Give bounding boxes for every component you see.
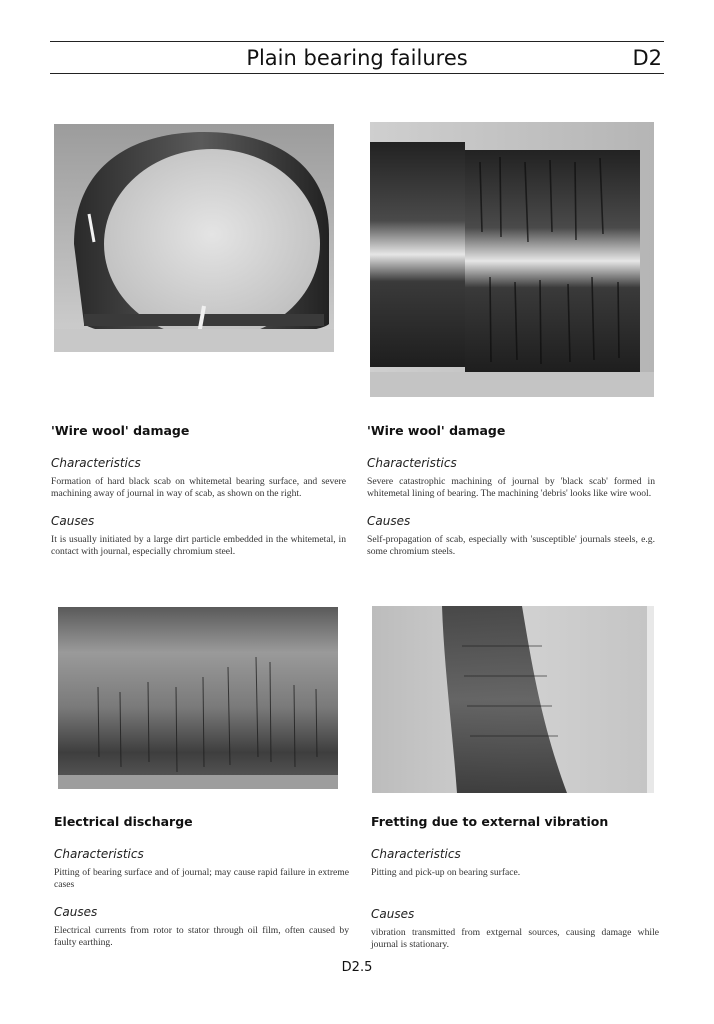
section-heading: 'Wire wool' damage — [51, 423, 190, 438]
photo-journal-wire-wool — [370, 122, 654, 397]
causes-label: Causes — [367, 514, 411, 528]
causes-label: Causes — [54, 905, 98, 919]
section-wire-wool-right — [367, 423, 655, 558]
causes-label: Causes — [51, 514, 95, 528]
section-wire-wool-left — [51, 423, 346, 558]
characteristics-text: Pitting and pick-up on bearing surface. — [371, 867, 521, 878]
characteristics-label: Characteristics — [367, 456, 457, 470]
section-heading: Fretting due to external vibration — [371, 814, 609, 829]
characteristics-label: Characteristics — [51, 456, 141, 470]
photo-fretting — [372, 606, 654, 793]
causes-text: vibration transmitted from extgernal sources, causing damage while journal is stationary. — [371, 927, 659, 950]
characteristics-label: Characteristics — [371, 847, 461, 861]
section-electrical-discharge — [54, 814, 349, 949]
characteristics-text: Severe catastrophic machining of journal by 'black scab' formed in whitemetal lining of bearing. The machining 'debris' looks like wire wool. — [367, 476, 655, 499]
section-fretting — [371, 814, 659, 951]
characteristics-label: Characteristics — [54, 847, 144, 861]
photo-bearing-shell — [54, 124, 334, 352]
section-heading: 'Wire wool' damage — [367, 423, 506, 438]
causes-text: It is usually initiated by a large dirt particle embedded in the whitemetal, in contact with journal, especially chromium steel. — [51, 534, 346, 557]
causes-label: Causes — [371, 907, 415, 921]
header-top-rule — [50, 41, 664, 42]
characteristics-text: Formation of hard black scab on whitemetal bearing surface, and severe machining away of journal in way of scab, as shown on the right. — [51, 476, 346, 499]
causes-text: Self-propagation of scab, especially with 'susceptible' journals steels, e.g. some chromium steels. — [367, 534, 655, 557]
section-code: D2 — [632, 46, 662, 70]
photo-electrical-discharge — [58, 607, 338, 789]
header-bottom-rule — [50, 73, 664, 74]
characteristics-text: Pitting of bearing surface and of journal; may cause rapid failure in extreme cases — [54, 867, 349, 890]
causes-text: Electrical currents from rotor to stator through oil film, often caused by faulty earthing. — [54, 925, 349, 948]
page-title: Plain bearing failures — [246, 46, 468, 70]
page-number: D2.5 — [341, 960, 373, 975]
section-heading: Electrical discharge — [54, 814, 193, 829]
